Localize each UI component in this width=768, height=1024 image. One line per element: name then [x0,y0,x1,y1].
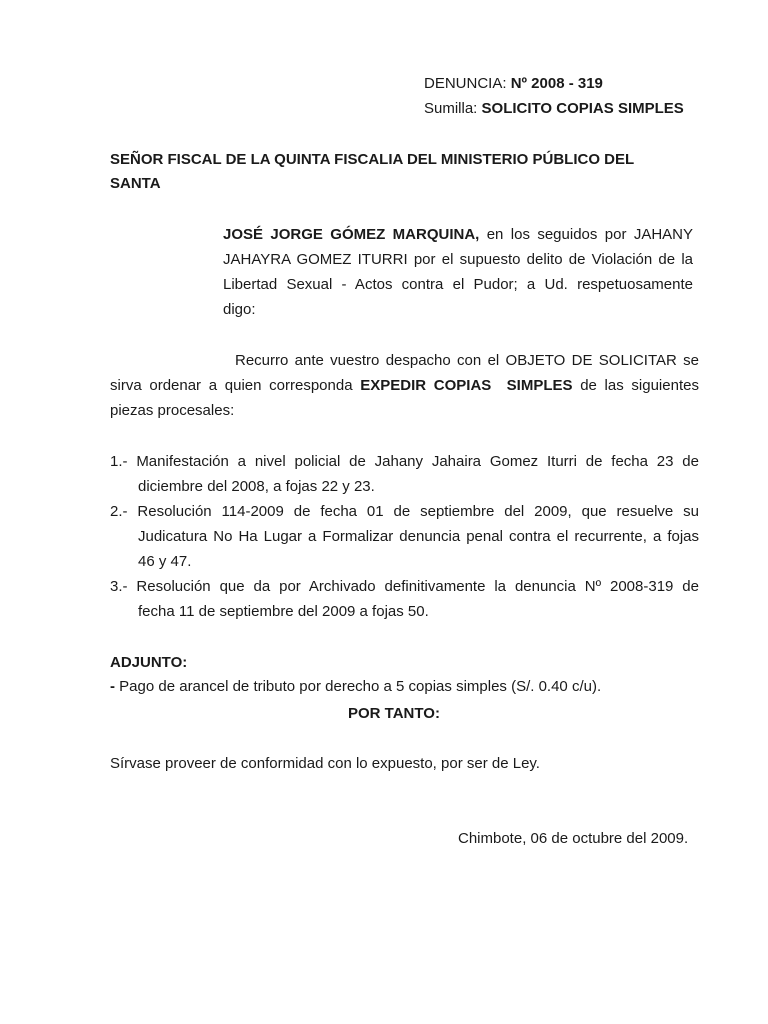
request-line-2 [110,373,699,399]
por-tanto-heading: POR TANTO: [348,705,440,722]
addressee-line-2: SANTA [110,175,161,192]
request-line-3: piezas procesales: [110,402,235,419]
list-item-3-line-2: fecha 11 de septiembre del 2009 a fojas 50. [138,603,429,620]
adjunto-dash: - [110,678,115,695]
adjunto-line [110,674,601,700]
intro-line-3: Libertad Sexual - Actos contra el Pudor; a Ud. respetuosamente [223,276,693,293]
adjunto-heading: ADJUNTO: [110,654,188,671]
sumilla-line [424,96,684,122]
intro-line-4: digo: [223,301,256,318]
list-item-2-line-1: 2.- Resolución 114-2009 de fecha 01 de septiembre del 2009, que resuelve su [110,503,699,520]
date-place: Chimbote, 06 de octubre del 2009. [458,830,689,847]
sumilla-label: Sumilla: [424,100,478,117]
intro-line-2: JAHAYRA GOMEZ ITURRI por el supuesto delito de Violación de la [223,251,693,268]
closing-sentence: Sírvase proveer de conformidad con lo expuesto, por ser de Ley. [110,755,540,772]
request-line-2-bold: EXPEDIR COPIAS SIMPLES [360,377,573,394]
addressee-line-1: SEÑOR FISCAL DE LA QUINTA FISCALIA DEL MINISTERIO PÚBLICO DEL [110,151,635,168]
denuncia-label: DENUNCIA: [424,75,507,92]
request-line-1: Recurro ante vuestro despacho con el OBJETO DE SOLICITAR se [235,352,699,369]
list-item-1-line-2: diciembre del 2008, a fojas 22 y 23. [138,478,375,495]
list-item-1-line-1: 1.- Manifestación a nivel policial de Jahany Jahaira Gomez Iturri de fecha 23 de [110,453,699,470]
intro-line-1-rest: en los seguidos por JAHANY [486,226,693,243]
list-item-2-line-2: Judicatura No Ha Lugar a Formalizar denuncia penal contra el recurrente, a fojas [138,528,699,545]
sumilla-value: SOLICITO COPIAS SIMPLES [481,100,684,117]
request-line-2-post: de las siguientes [580,377,699,394]
petitioner-name: JOSÉ JORGE GÓMEZ MARQUINA, [223,226,480,243]
request-line-2-pre: sirva ordenar a quien corresponda [110,377,353,394]
list-item-3-line-1: 3.- Resolución que da por Archivado definitivamente la denuncia Nº 2008-319 de [110,578,699,595]
adjunto-text: Pago de arancel de tributo por derecho a 5 copias simples (S/. 0.40 c/u). [119,678,602,695]
denuncia-line [424,71,603,97]
intro-line-1 [223,222,693,248]
denuncia-number: Nº 2008 - 319 [510,75,603,92]
list-item-2-line-3: 46 y 47. [138,553,192,570]
